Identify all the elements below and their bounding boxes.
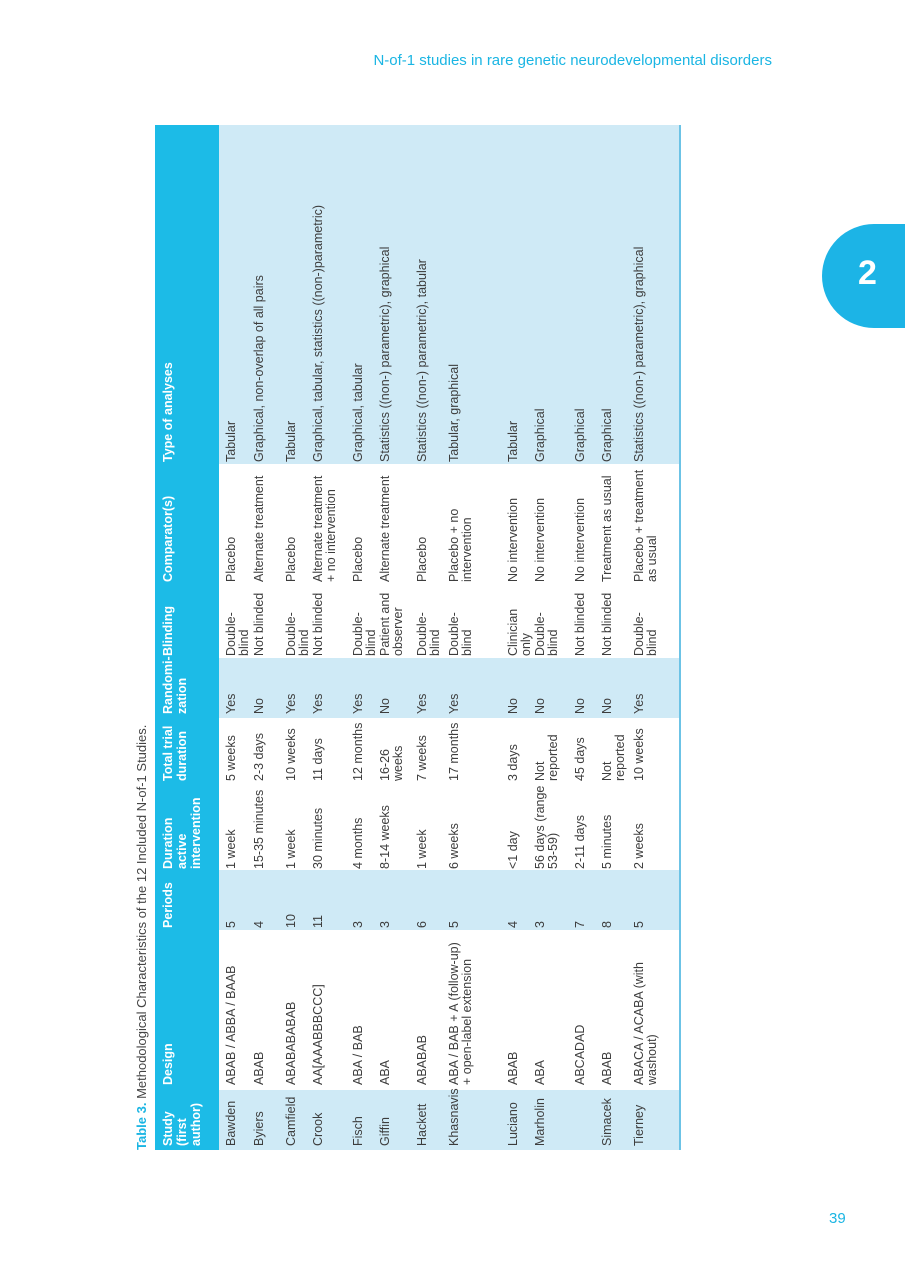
cell-randomization: Yes	[351, 693, 365, 714]
header-randomization: Randomi-zation	[161, 656, 189, 714]
cell-randomization: No	[533, 698, 547, 714]
cell-randomization: No	[252, 698, 266, 714]
cell-periods: 11	[311, 915, 325, 928]
cell-blinding: Not blinded	[311, 592, 325, 656]
cell-comparator: Alternate treatment	[252, 475, 266, 582]
cell-design: ABAB	[506, 1051, 520, 1085]
cell-periods: 8	[600, 921, 614, 928]
cell-periods: 7	[573, 921, 587, 928]
cell-analyses: Tabular, graphical	[447, 364, 461, 462]
caption-label: Table 3.	[134, 1102, 149, 1150]
cell-design: ABA	[533, 1059, 547, 1085]
cell-design: ABABABABAB	[284, 1001, 298, 1085]
cell-duration: 1 week	[415, 829, 429, 869]
cell-total-duration: 17 months	[447, 722, 461, 781]
cell-comparator: Placebo	[351, 536, 365, 582]
cell-total-duration: 11 days	[311, 738, 325, 781]
header-total-duration: Total trial duration	[161, 725, 189, 781]
cell-comparator: Placebo + no intervention	[447, 508, 474, 582]
cell-total-duration: Not reported	[533, 734, 560, 781]
cell-comparator: No intervention	[506, 497, 520, 582]
cell-periods: 3	[533, 921, 547, 928]
cell-study: Hackett	[415, 1103, 429, 1146]
cell-randomization: Yes	[311, 693, 325, 714]
cell-randomization: No	[573, 698, 587, 714]
cell-periods: 3	[351, 921, 365, 928]
cell-analyses: Graphical	[573, 408, 587, 462]
cell-analyses: Tabular	[506, 421, 520, 462]
cell-total-duration: 12 months	[351, 722, 365, 781]
cell-total-duration: 16-26 weeks	[378, 745, 405, 781]
rotated-table-group	[130, 125, 680, 1150]
page-number: 39	[829, 1210, 846, 1227]
cell-design: ABACA / ACABA (with washout)	[632, 962, 659, 1085]
cell-periods: 4	[252, 921, 266, 928]
cell-periods: 5	[632, 921, 646, 928]
cell-study: Luciano	[506, 1102, 520, 1146]
cell-blinding: Not blinded	[252, 592, 266, 656]
cell-design: ABCADAD	[573, 1024, 587, 1085]
cell-randomization: No	[600, 698, 614, 714]
cell-comparator: No intervention	[533, 497, 547, 582]
cell-blinding: Double-blind	[351, 612, 378, 656]
cell-study: Simacek	[600, 1098, 614, 1146]
header-blinding: Blinding	[161, 606, 175, 656]
running-header: N-of-1 studies in rare genetic neurodevelopmental disorders	[373, 52, 772, 69]
cell-blinding: Not blinded	[600, 592, 614, 656]
header-duration: Duration active intervention	[161, 797, 203, 869]
characteristics-table	[155, 125, 680, 1150]
cell-design: ABAB	[252, 1051, 266, 1085]
cell-design: ABAB	[600, 1051, 614, 1085]
cell-analyses: Graphical	[533, 408, 547, 462]
caption-text: Methodological Characteristics of the 12 Included N-of-1 Studies.	[134, 724, 149, 1103]
cell-duration: 6 weeks	[447, 823, 461, 869]
cell-periods: 6	[415, 921, 429, 928]
cell-analyses: Statistics ((non-) parametric), graphical	[378, 246, 392, 462]
cell-duration: 5 minutes	[600, 814, 614, 869]
cell-randomization: No	[506, 698, 520, 714]
cell-randomization: No	[378, 698, 392, 714]
cell-randomization: Yes	[224, 693, 238, 714]
table-header-row	[155, 125, 219, 1150]
cell-design: ABAB / ABBA / BAAB	[224, 965, 238, 1085]
header-design: Design	[161, 1043, 175, 1085]
cell-study: Giffin	[378, 1117, 392, 1146]
cell-blinding: Double-blind	[224, 612, 251, 656]
cell-periods: 10	[284, 914, 298, 928]
cell-total-duration: 3 days	[506, 744, 520, 781]
cell-design: ABA	[378, 1059, 392, 1085]
cell-duration: 15-35 minutes	[252, 789, 266, 869]
cell-duration: 1 week	[224, 829, 238, 869]
cell-comparator: Placebo + treatment as usual	[632, 469, 659, 582]
cell-blinding: Double-blind	[447, 612, 474, 656]
cell-duration: 2-11 days	[573, 815, 587, 869]
cell-total-duration: 10 weeks	[284, 728, 298, 781]
cell-randomization: Yes	[632, 693, 646, 714]
cell-blinding: Double-blind	[415, 612, 442, 656]
cell-design: ABA / BAB	[351, 1025, 365, 1085]
cell-comparator: Treatment as usual	[600, 475, 614, 582]
cell-comparator: No intervention	[573, 497, 587, 582]
cell-design: ABA / BAB + A (follow-up) + open-label extension	[447, 942, 474, 1085]
cell-duration: 56 days (range 53-59)	[533, 785, 560, 869]
cell-study: Marholin	[533, 1098, 547, 1146]
chapter-number: 2	[858, 254, 877, 292]
cell-periods: 5	[447, 921, 461, 928]
cell-total-duration: 10 weeks	[632, 728, 646, 781]
cell-comparator: Alternate treatment	[378, 475, 392, 582]
header-analyses: Type of analyses	[161, 362, 175, 462]
cell-study: Tierney	[632, 1104, 646, 1146]
cell-blinding: Double-blind	[533, 612, 560, 656]
cell-duration: 1 week	[284, 829, 298, 869]
cell-duration: 8-14 weeks	[378, 805, 392, 869]
cell-blinding: Not blinded	[573, 592, 587, 656]
header-study: Study (first author)	[161, 1102, 203, 1146]
cell-comparator: Placebo	[224, 536, 238, 582]
cell-blinding: Clinician only	[506, 608, 533, 656]
cell-blinding: Double-blind	[632, 612, 659, 656]
cell-periods: 3	[378, 921, 392, 928]
chapter-tab	[822, 224, 905, 328]
cell-comparator: Alternate treatment + no intervention	[311, 475, 338, 582]
cell-design: AA[AAABBBCCC]	[311, 984, 325, 1085]
cell-duration: 2 weeks	[632, 823, 646, 869]
header-periods: Periods	[161, 882, 175, 928]
cell-analyses: Graphical	[600, 408, 614, 462]
cell-analyses: Tabular	[284, 421, 298, 462]
cell-total-duration: 7 weeks	[415, 735, 429, 781]
cell-study: Crook	[311, 1112, 325, 1146]
cell-analyses: Graphical, tabular	[351, 363, 365, 462]
cell-duration: <1 day	[506, 831, 520, 869]
cell-blinding: Double-blind	[284, 612, 311, 656]
cell-duration: 4 months	[351, 817, 365, 869]
table-caption	[134, 725, 149, 1150]
cell-analyses: Graphical, tabular, statistics ((non-)parametric)	[311, 204, 325, 462]
cell-study: Khasnavis	[447, 1088, 461, 1146]
cell-analyses: Graphical, non-overlap of all pairs	[252, 275, 266, 462]
cell-analyses: Statistics ((non-) parametric), graphical	[632, 246, 646, 462]
cell-study: Bawden	[224, 1100, 238, 1146]
cell-blinding: Patient and observer	[378, 592, 405, 656]
cell-analyses: Statistics ((non-) parametric), tabular	[415, 259, 429, 462]
cell-study: Fisch	[351, 1116, 365, 1146]
cell-total-duration: 5 weeks	[224, 735, 238, 781]
cell-design: ABABAB	[415, 1034, 429, 1085]
cell-periods: 4	[506, 921, 520, 928]
cell-comparator: Placebo	[415, 536, 429, 582]
cell-analyses: Tabular	[224, 421, 238, 462]
header-comparator: Comparator(s)	[161, 495, 175, 582]
cell-comparator: Placebo	[284, 536, 298, 582]
cell-total-duration: 2-3 days	[252, 733, 266, 781]
cell-total-duration: Not reported	[600, 734, 627, 781]
cell-periods: 5	[224, 921, 238, 928]
cell-duration: 30 minutes	[311, 807, 325, 869]
cell-study: Byiers	[252, 1111, 266, 1146]
cell-total-duration: 45 days	[573, 737, 587, 781]
table-bottom-rule	[679, 125, 681, 1150]
cell-study: Camfield	[284, 1096, 298, 1146]
cell-randomization: Yes	[447, 693, 461, 714]
cell-randomization: Yes	[284, 693, 298, 714]
cell-randomization: Yes	[415, 693, 429, 714]
